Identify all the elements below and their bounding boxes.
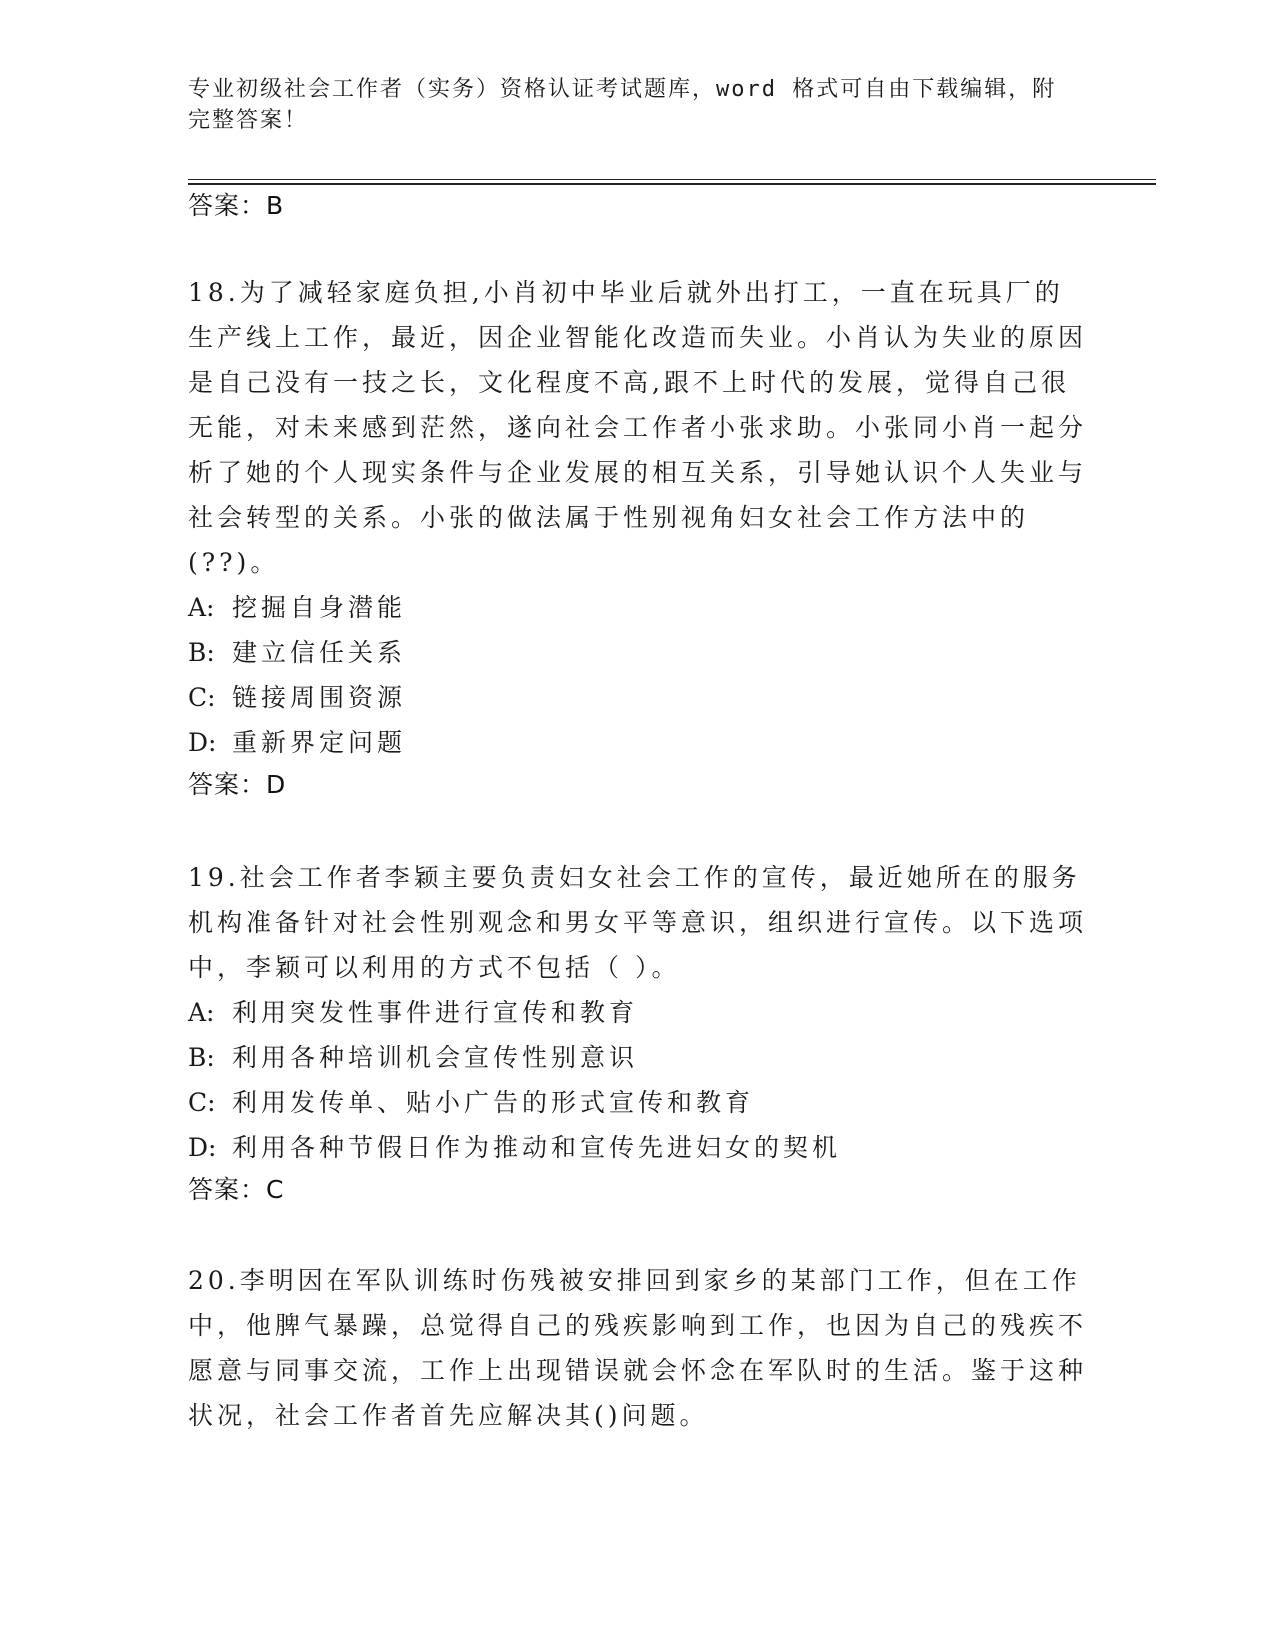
option-label: A:: [188, 593, 215, 622]
header-divider-thin: [188, 179, 1156, 180]
option-text: 利用发传单、贴小广告的形式宣传和教育: [232, 1088, 755, 1117]
question-19-answer: 答案：C: [188, 1175, 285, 1204]
question-18-option-c: [188, 675, 1088, 720]
option-label: C:: [188, 1088, 216, 1117]
question-18-option-b: [188, 630, 1088, 675]
question-20-text: 20.李明因在军队训练时伤残被安排回到家乡的某部门工作，但在工作中，他脾气暴躁，总觉得自己的残疾影响到工作，也因为自己的残疾不愿意与同事交流，工作上出现错误就会怀念在军队时的生活。鉴于这种状况，社会工作者首先应解决其()问题。: [188, 1266, 1088, 1430]
question-19-option-b: [188, 1035, 1088, 1080]
header-divider-thick: [188, 183, 1156, 185]
answer-17: 答案：B: [188, 191, 285, 220]
question-18-answer: 答案：D: [188, 770, 287, 799]
question-18-option-a: [188, 585, 1088, 630]
option-text: 链接周围资源: [232, 683, 407, 712]
option-text: 利用各种培训机会宣传性别意识: [232, 1043, 639, 1072]
question-19-text: 19.社会工作者李颖主要负责妇女社会工作的宣传，最近她所在的服务机构准备针对社会性别观念和男女平等意识，组织进行宣传。以下选项中，李颖可以利用的方式不包括（ ）。: [188, 863, 1088, 982]
question-19-option-c: [188, 1080, 1088, 1125]
option-label: D:: [188, 1133, 217, 1162]
question-18: [188, 270, 1088, 801]
header-title: 专业初级社会工作者（实务）资格认证考试题库，word 格式可自由下载编辑，附完整答案！: [188, 77, 1057, 133]
question-18-text: 18.为了减轻家庭负担,小肖初中毕业后就外出打工，一直在玩具厂的生产线上工作，最近，因企业智能化改造而失业。小肖认为失业的原因是自己没有一技之长，文化程度不高,跟不上时代的发展，觉得自己很无能，对未来感到茫然，遂向社会工作者小张求助。小张同小肖一起分析了她的个人现实条件与企业发展的相互关系，引导她认识个人失业与社会转型的关系。小张的做法属于性别视角妇女社会工作方法中的(??)。: [188, 278, 1088, 577]
option-label: B:: [188, 1043, 215, 1072]
document-header: [188, 74, 1078, 136]
option-text: 重新界定问题: [232, 728, 407, 757]
question-18-option-d: [188, 720, 1088, 765]
option-label: D:: [188, 728, 217, 757]
question-19: [188, 855, 1088, 1206]
question-19-option-a: [188, 990, 1088, 1035]
question-20: [188, 1258, 1088, 1438]
question-19-option-d: [188, 1125, 1088, 1170]
option-label: A:: [188, 998, 215, 1027]
option-text: 利用各种节假日作为推动和宣传先进妇女的契机: [232, 1133, 842, 1162]
option-label: B:: [188, 638, 215, 667]
option-text: 挖掘自身潜能: [232, 593, 407, 622]
option-label: C:: [188, 683, 216, 712]
option-text: 建立信任关系: [232, 638, 407, 667]
option-text: 利用突发性事件进行宣传和教育: [232, 998, 639, 1027]
